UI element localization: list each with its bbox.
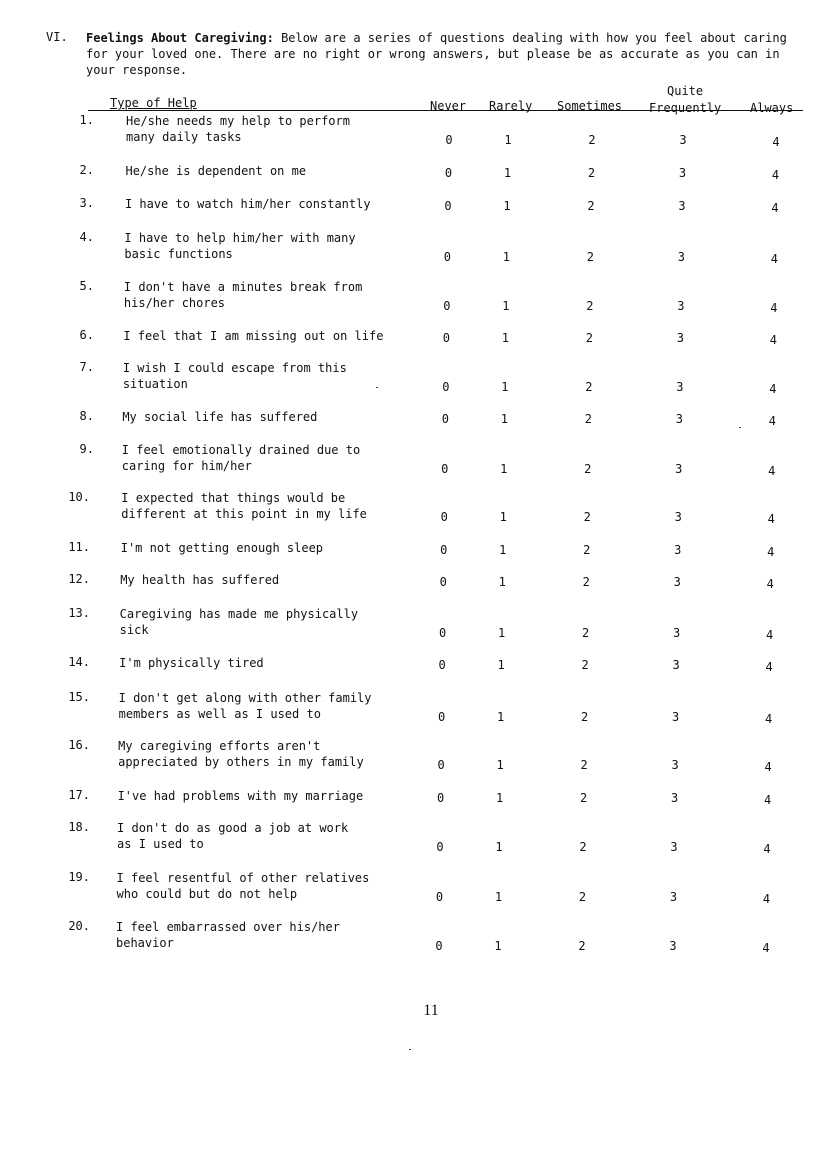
scale-option: 3 bbox=[678, 166, 687, 180]
question-row bbox=[0, 655, 832, 695]
scale-option: 4 bbox=[771, 201, 779, 215]
question-text bbox=[122, 409, 442, 425]
scale-option: 4 bbox=[762, 941, 770, 955]
scale-option: 1 bbox=[503, 166, 512, 180]
scale-option: 0 bbox=[441, 412, 449, 426]
scale-option: 3 bbox=[671, 758, 679, 772]
scale-option: 3 bbox=[673, 575, 681, 589]
section-number: VI. bbox=[46, 30, 68, 44]
scale-option: 3 bbox=[675, 462, 683, 476]
question-text-line: different at this point in my life bbox=[121, 507, 367, 521]
scale-option: 2 bbox=[584, 462, 592, 476]
question-number: 20. bbox=[68, 919, 90, 933]
scale-option: 0 bbox=[438, 658, 446, 672]
scale-option: 0 bbox=[437, 758, 445, 772]
scale-option: 0 bbox=[438, 710, 446, 724]
question-text bbox=[124, 230, 444, 262]
question-row bbox=[0, 279, 832, 319]
question-text bbox=[119, 690, 439, 722]
question-number: 5. bbox=[79, 279, 94, 293]
scale-option: 2 bbox=[587, 166, 596, 180]
question-text-line: I've had problems with my marriage bbox=[117, 789, 364, 803]
scale-option: 2 bbox=[578, 939, 586, 953]
question-text-line: Caregiving has made me physically bbox=[119, 607, 359, 621]
question-text-line: I feel embarrassed over his/her bbox=[116, 920, 340, 934]
scale-option: 0 bbox=[443, 299, 451, 313]
question-text-line: I expected that things would be bbox=[121, 491, 346, 505]
question-text bbox=[123, 328, 443, 344]
question-text-line: I don't have a minutes break from bbox=[123, 280, 363, 294]
scale-option: 1 bbox=[503, 199, 511, 213]
question-text-line: I don't do as good a job at work bbox=[117, 821, 349, 835]
question-text-line: I feel resentful of other relatives bbox=[116, 871, 370, 885]
question-number: 6. bbox=[79, 328, 94, 342]
question-text-line: caring for him/her bbox=[121, 459, 252, 473]
scale-option: 1 bbox=[494, 890, 503, 904]
scale-option: 3 bbox=[675, 412, 683, 426]
question-text bbox=[126, 113, 446, 145]
scale-option: 2 bbox=[579, 791, 588, 805]
question-text bbox=[117, 870, 437, 902]
header-never: Never bbox=[430, 99, 467, 113]
scale-option: 0 bbox=[441, 462, 449, 476]
scale-option: 1 bbox=[500, 462, 508, 476]
scale-option: 4 bbox=[771, 168, 780, 182]
question-text-line: appreciated by others in my family bbox=[118, 755, 364, 769]
question-text-line: I feel emotionally drained due to bbox=[121, 443, 361, 457]
question-text-line: behavior bbox=[116, 936, 174, 950]
question-number: 19. bbox=[68, 870, 90, 884]
question-text-line: members as well as I used to bbox=[118, 707, 321, 721]
scale-option: 3 bbox=[678, 199, 686, 213]
scale-option: 3 bbox=[679, 133, 687, 147]
question-row bbox=[0, 490, 832, 530]
question-row bbox=[0, 690, 832, 730]
question-number: 4. bbox=[79, 230, 94, 244]
scale-option: 3 bbox=[673, 626, 681, 640]
scale-option: 0 bbox=[440, 510, 448, 524]
question-number: 2. bbox=[79, 163, 94, 177]
question-text-line: I have to help him/her with many bbox=[124, 231, 356, 245]
scale-option: 2 bbox=[587, 199, 595, 213]
scale-option: 3 bbox=[669, 939, 677, 953]
scale-option: 0 bbox=[442, 380, 450, 394]
scale-option: 4 bbox=[763, 793, 772, 807]
scale-option: 1 bbox=[500, 412, 508, 426]
question-text-line: He/she is dependent on me bbox=[125, 164, 307, 178]
question-number: 18. bbox=[68, 820, 90, 834]
question-text-line: who could but do not help bbox=[116, 887, 298, 901]
question-text bbox=[121, 490, 441, 522]
scale-option: 3 bbox=[670, 791, 679, 805]
question-text bbox=[123, 360, 443, 392]
question-text-line: sick bbox=[119, 623, 149, 637]
question-row bbox=[0, 230, 832, 270]
question-text-line: My caregiving efforts aren't bbox=[118, 739, 321, 753]
scale-option: 1 bbox=[498, 575, 506, 589]
question-number: 10. bbox=[68, 490, 90, 504]
scale-option: 4 bbox=[768, 414, 776, 428]
scale-option: 4 bbox=[772, 135, 780, 149]
scale-option: 4 bbox=[769, 382, 777, 396]
question-row bbox=[0, 870, 832, 910]
scale-option: 1 bbox=[495, 791, 504, 805]
question-text bbox=[117, 820, 437, 852]
question-text bbox=[116, 919, 436, 951]
question-row bbox=[0, 606, 832, 646]
question-text bbox=[120, 572, 440, 588]
scale-option: 4 bbox=[770, 252, 779, 266]
question-text bbox=[125, 163, 445, 179]
scale-option: 1 bbox=[501, 331, 509, 345]
scale-option: 3 bbox=[676, 331, 684, 345]
scale-option: 2 bbox=[586, 299, 594, 313]
scale-option: 1 bbox=[497, 658, 505, 672]
question-row bbox=[0, 820, 832, 860]
scale-option: 2 bbox=[583, 510, 591, 524]
question-text-line: situation bbox=[122, 377, 188, 391]
scale-option: 0 bbox=[444, 199, 452, 213]
scale-option: 4 bbox=[768, 464, 776, 478]
scale-option: 2 bbox=[584, 412, 592, 426]
scale-option: 3 bbox=[676, 380, 684, 394]
scale-option: 1 bbox=[496, 758, 504, 772]
scale-option: 4 bbox=[767, 512, 775, 526]
question-text bbox=[119, 655, 439, 671]
scale-option: 1 bbox=[494, 939, 502, 953]
scale-option: 0 bbox=[444, 166, 453, 180]
question-text bbox=[121, 540, 441, 556]
scale-option: 4 bbox=[766, 628, 774, 642]
question-row bbox=[0, 113, 832, 153]
scale-option: 2 bbox=[586, 250, 595, 264]
scale-option: 2 bbox=[579, 840, 587, 854]
scale-option: 1 bbox=[499, 510, 507, 524]
scale-option: 3 bbox=[672, 658, 680, 672]
question-text bbox=[124, 279, 444, 311]
question-row bbox=[0, 360, 832, 400]
question-row bbox=[0, 738, 832, 778]
scale-option: 3 bbox=[672, 710, 680, 724]
scale-option: 1 bbox=[499, 543, 507, 557]
question-text-line: many daily tasks bbox=[126, 130, 242, 144]
scale-option: 1 bbox=[502, 299, 510, 313]
scale-option: 0 bbox=[436, 791, 445, 805]
question-text-line: I feel that I am missing out on life bbox=[123, 329, 384, 343]
scale-option: 4 bbox=[764, 760, 772, 774]
question-number: 13. bbox=[68, 606, 90, 620]
scan-speck bbox=[739, 427, 741, 428]
scale-option: 2 bbox=[580, 758, 588, 772]
question-number: 9. bbox=[79, 442, 94, 456]
header-sometimes: Sometimes bbox=[557, 99, 623, 113]
scale-option: 2 bbox=[578, 890, 587, 904]
question-text-line: as I used to bbox=[117, 837, 204, 851]
scale-option: 0 bbox=[439, 626, 447, 640]
scale-option: 2 bbox=[582, 626, 590, 640]
scale-option: 0 bbox=[435, 890, 444, 904]
scale-option: 0 bbox=[436, 840, 444, 854]
scale-option: 0 bbox=[440, 543, 448, 557]
question-number: 1. bbox=[79, 113, 94, 127]
question-text-line: I'm physically tired bbox=[119, 656, 264, 670]
scale-option: 0 bbox=[435, 939, 443, 953]
question-text-line: My social life has suffered bbox=[122, 410, 318, 424]
scale-option: 1 bbox=[495, 840, 503, 854]
question-number: 15. bbox=[68, 690, 90, 704]
scale-option: 0 bbox=[445, 133, 453, 147]
scale-option: 4 bbox=[767, 545, 775, 559]
question-row bbox=[0, 919, 832, 959]
scale-option: 3 bbox=[677, 250, 686, 264]
question-text bbox=[118, 788, 438, 804]
scan-speck bbox=[376, 387, 378, 388]
page-number: 11 bbox=[423, 1002, 439, 1019]
question-number: 12. bbox=[68, 572, 90, 586]
scale-option: 2 bbox=[585, 331, 593, 345]
scale-option: 2 bbox=[582, 575, 590, 589]
question-text bbox=[122, 442, 442, 474]
header-type-of-help: Type of Help bbox=[110, 96, 197, 110]
header-rule bbox=[88, 110, 803, 111]
question-text-line: basic functions bbox=[124, 247, 233, 261]
scale-option: 3 bbox=[677, 299, 685, 313]
question-number: 14. bbox=[68, 655, 90, 669]
question-number: 7. bbox=[79, 360, 94, 374]
header-quite: Quite bbox=[667, 84, 704, 98]
scan-speck bbox=[409, 1049, 411, 1050]
scale-option: 1 bbox=[502, 250, 511, 264]
scale-option: 1 bbox=[498, 626, 506, 640]
scale-option: 2 bbox=[581, 710, 589, 724]
question-number: 8. bbox=[79, 409, 94, 423]
question-text-line: his/her chores bbox=[123, 296, 226, 310]
scale-option: 4 bbox=[769, 333, 777, 347]
scale-option: 1 bbox=[497, 710, 505, 724]
scale-option: 2 bbox=[581, 658, 589, 672]
scale-option: 0 bbox=[443, 250, 452, 264]
question-text bbox=[118, 738, 438, 770]
scale-option: 2 bbox=[583, 543, 591, 557]
question-number: 11. bbox=[68, 540, 90, 554]
question-number: 16. bbox=[68, 738, 90, 752]
section-instructions: Below are a series of questions dealing with how you feel about caring for your loved one. There are no right or wrong answers, but please be as accurate as you can in your response. bbox=[86, 31, 787, 77]
header-frequently: Frequently bbox=[649, 101, 722, 115]
question-text-line: I wish I could escape from this bbox=[122, 361, 347, 375]
question-row bbox=[0, 442, 832, 482]
scale-option: 3 bbox=[674, 543, 682, 557]
question-text-line: He/she needs my help to perform bbox=[126, 114, 350, 128]
question-text-line: I don't get along with other family bbox=[118, 691, 372, 705]
scale-option: 1 bbox=[504, 133, 512, 147]
question-text bbox=[120, 606, 440, 638]
scale-option: 1 bbox=[501, 380, 509, 394]
scale-option: 3 bbox=[669, 890, 678, 904]
section-intro bbox=[86, 30, 804, 78]
scale-option: 4 bbox=[765, 712, 773, 726]
scale-option: 4 bbox=[770, 301, 778, 315]
header-rarely: Rarely bbox=[489, 99, 533, 113]
question-text-line: I'm not getting enough sleep bbox=[120, 541, 324, 555]
scale-option: 4 bbox=[763, 842, 771, 856]
question-number: 17. bbox=[68, 788, 90, 802]
section-title: Feelings About Caregiving: bbox=[86, 31, 274, 45]
scale-option: 0 bbox=[442, 331, 450, 345]
question-text bbox=[125, 196, 445, 212]
header-always: Always bbox=[750, 101, 794, 115]
scale-option: 4 bbox=[766, 577, 774, 591]
scale-option: 3 bbox=[674, 510, 682, 524]
scale-option: 4 bbox=[765, 660, 773, 674]
question-text-line: I have to watch him/her constantly bbox=[124, 197, 371, 211]
question-number: 3. bbox=[79, 196, 94, 210]
scale-option: 2 bbox=[588, 133, 596, 147]
scale-option: 4 bbox=[762, 892, 771, 906]
question-text-line: My health has suffered bbox=[120, 573, 280, 587]
scale-option: 3 bbox=[670, 840, 678, 854]
scale-option: 2 bbox=[585, 380, 593, 394]
scale-option: 0 bbox=[439, 575, 447, 589]
